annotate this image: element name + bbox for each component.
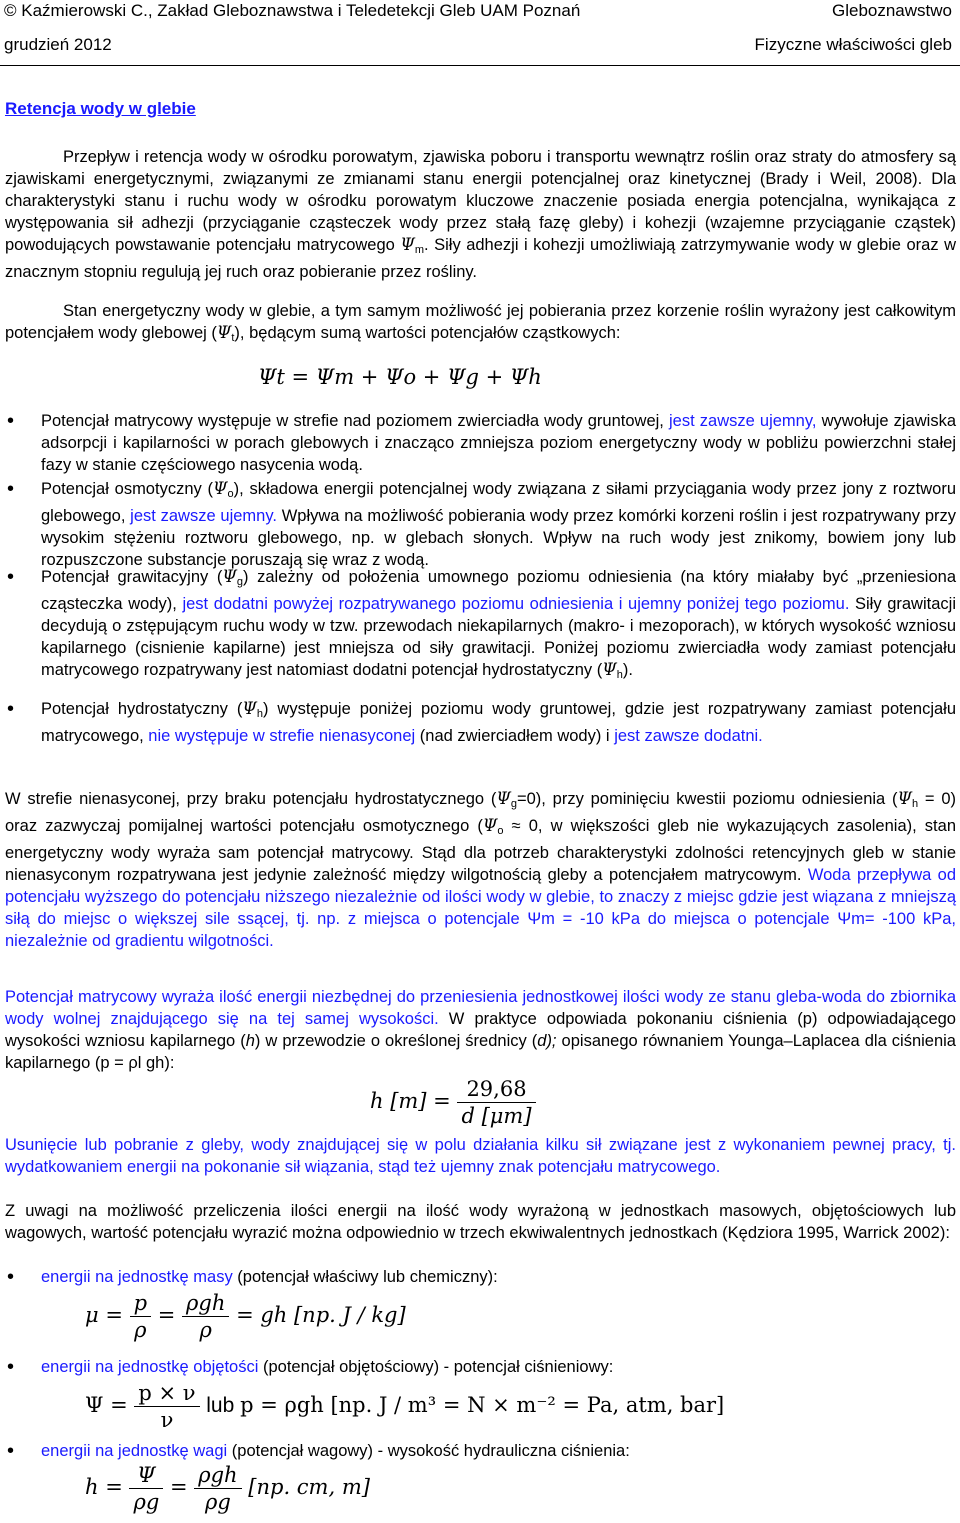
volume-unit-formula: Ψ = $\frac{p \times \nu}{\nu}$ lub p = ρgh [np. J / m³ = N × m⁻² = Pa, atm, bar] bbox=[85, 1381, 725, 1432]
removal-paragraph: Usunięcie lub pobranie z gleby, wody znajdującej się w polu działania kilku sił związane jest z wykonaniem pewnej pracy, tj. wydatkowaniem energii na pokonanie sił wiązania, stąd też ujemny znak potencjału matrycowego. bbox=[5, 1136, 956, 1176]
bullet-unit-weight: • energii na jednostkę wagi (potencjał wagowy) - wysokość hydrauliczna ciśnienia: bbox=[7, 1440, 630, 1462]
bullet-matric: • Potencjał matrycowy występuje w strefie nad poziomem zwierciadła wody gruntowej, jest zawsze ujemny, wywołuje zjawiska adsorpcji i kapilarności w porach glebowych i znacząco zmniejsza poziom energetyczny wody w pobliżu powierzchni stałej fazy w stanie częściowego nasycenia wodą. bbox=[7, 410, 956, 474]
bullet-dot: • bbox=[7, 1356, 15, 1378]
bullet-dot: • bbox=[7, 410, 15, 432]
unsaturated-zone-paragraph: W strefie nienasyconej, przy braku potencjału hydrostatycznego $(\Psi_g=0)$, przy pominięciu kwestii poziomu odniesienia $(\Psi_h = 0)$ oraz zazwyczaj pomijalnej wartości potencjału osmotycznego ($\Psi_o \approx 0$, w większości gleb nie wykazujących zasolenia), stan energetyczny wody wyraża sam potencjał matrycowy. Stąd dla potrzeb charakterystyki zdolności retencyjnych gleb w stanie nienasyconym rozpatrywana jest jedynie zależność między wilgotnością gleby a potencjałem matrycowym. Woda przepływa od potencjału wyższego do potencjału niższego niezależnie od ilości wody w glebie, to znaczy z miejsc gdzie jest wiązana z mniejszą siłą do miejsc o większej sile ssącej, tj. np. z miejsca o potencjale Ψm = -10 kPa do miejsca o potencjale Ψm= -100 kPa, niezależnie od gradientu wilgotności. bbox=[5, 789, 957, 950]
bullet-dot: • bbox=[7, 698, 15, 720]
bullet-unit-mass: • energii na jednostkę masy (potencjał właściwy lub chemiczny): bbox=[7, 1266, 498, 1288]
bullet-dot: • bbox=[7, 478, 15, 500]
young-laplace-formula: h [m] = $\frac{29,68}{d [\mu m]}$ bbox=[370, 1076, 536, 1129]
bullet-dot: • bbox=[7, 1440, 15, 1462]
section-title: Retencja wody w glebie bbox=[5, 99, 196, 118]
weight-unit-formula: h = $\frac{\Psi}{\rho g}$ = $\frac{\text{ρgh}}{\rho g}$ [np. cm, m] bbox=[85, 1463, 370, 1514]
bullet-hydrostatic: • Potencjał hydrostatyczny $(\Psi_h)$ występuje poniżej poziomu wody gruntowej, gdzie jest rozpatrywany zamiast potencjału matrycowego, nie występuje w strefie nienasyconej (nad zwierciadłem wody) i jest zawsze dodatni. bbox=[7, 698, 957, 745]
mass-unit-formula: μ = $\frac{p}{\rho}$ = $\frac{\text{ρgh}}{\rho}$ = gh [np. J / kg] bbox=[85, 1291, 406, 1342]
matric-potential-definition: Potencjał matrycowy wyraża ilość energii niezbędnej do przeniesienia jednostkowej ilości wody ze stanu gleba-woda do zbiornika wody wolnej znajdującego się na tej samej wysokości. W praktyce odpowiada pokonaniu ciśnienia (p) odpowiadającego wysokości wzniosu kapilarnego (h) w przewodzie o określonej średnicy (d); opisanego równaniem Younga–Laplacea dla ciśnienia kapilarnego (p = ρl gh): bbox=[5, 988, 956, 1072]
bullet-dot: • bbox=[7, 1266, 15, 1288]
total-potential-equation: Ψt = Ψm + Ψo + Ψg + Ψh bbox=[258, 365, 542, 389]
bullet-dot: • bbox=[7, 566, 15, 588]
bullet-osmotic: • Potencjał osmotyczny $(\Psi_o)$, składowa energii potencjalnej wody związana z siłami przyciągania wody przez jony z roztworu glebowego, jest zawsze ujemny. Wpływa na możliwość pobierania wody przez komórki korzeni roślin i jest rozpatrywany przy wysokim stężeniu roztworu glebowego, np. w glebach słonych. Wpływ na ruch wody jest znikomy, bowiem jony lub rozpuszczone substancje poruszają się wraz z wodą. bbox=[7, 478, 957, 569]
header-date: grudzień 2012 bbox=[4, 35, 112, 54]
total-potential-paragraph: Stan energetyczny wody w glebie, a tym samym możliwość jej pobierania przez korzenie roślin wyrażony jest całkowitym potencjałem wody glebowej $(\Psi_t)$, będącym sumą wartości potencjałów cząstkowych: bbox=[5, 302, 956, 344]
header-topic: Fizyczne właściwości gleb bbox=[754, 35, 952, 54]
bullet-gravitational: • Potencjał grawitacyjny $(\Psi_g)$ zależny od położenia umownego poziomu odniesienia (na który miałaby być „przeniesiona cząsteczka wody), jest dodatni powyżej rozpatrywanego poziomu odniesienia i ujemny poniżej tego poziomu. Siły grawitacji decydują o zstępującym ruchu wody w tzw. przewodach niekapilarnych (makro- i mezoporach), w których wysokość wzniosu kapilarnego (cisnienie kapilarne) jest mniejsza od siły grawitacji. Poniżej poziomu zwierciadła wody zamiast potencjału matrycowego rozpatrywany jest natomiast dodatni potencjał hydrostatyczny $(\Psi_h)$. bbox=[7, 566, 956, 681]
bullet-unit-volume: • energii na jednostkę objętości (potencjał objętościowy) - potencjał ciśnieniowy: bbox=[7, 1356, 614, 1378]
header-course: Gleboznawstwo bbox=[831, 1, 952, 20]
intro-paragraph: Przepływ i retencja wody w ośrodku porowatym, zjawiska poboru i transportu wewnątrz roślin oraz straty do atmosfery są zjawiskami energetycznymi, związanymi ze zmianami stanu energii potencjalnej oraz kinetycznej (Brady i Weil, 2008). Dla charakterystyki stanu i ruchu wody w ośrodku porowatym kluczowe znaczenie posiada energia potencjalna, wynikająca z występowania sił adhezji (przyciąganie cząsteczek wody przez stałą fazę gleby) i kohezji (wzajemne przyciąganie cząstek) powodujących powstawanie potencjału matrycowego $\Psi_m$. Siły adhezji i kohezji umożliwiają zatrzymywanie wody w glebie oraz w znacznym stopniu regulują jej ruch oraz pobieranie przez rośliny. bbox=[5, 148, 956, 281]
header-divider bbox=[0, 65, 960, 66]
units-paragraph: Z uwagi na możliwość przeliczenia ilości energii na ilość wody wyrażoną w jednostkach masowych, objętościowych lub wagowych, wartość potencjału wyrazić można odpowiednio w trzech ekwiwalentnych jednostkach (Kędziora 1995, Warrick 2002): bbox=[5, 1202, 956, 1242]
header-author: © Kaźmierowski C., Zakład Gleboznawstwa i Teledetekcji Gleb UAM Poznań bbox=[4, 1, 581, 20]
